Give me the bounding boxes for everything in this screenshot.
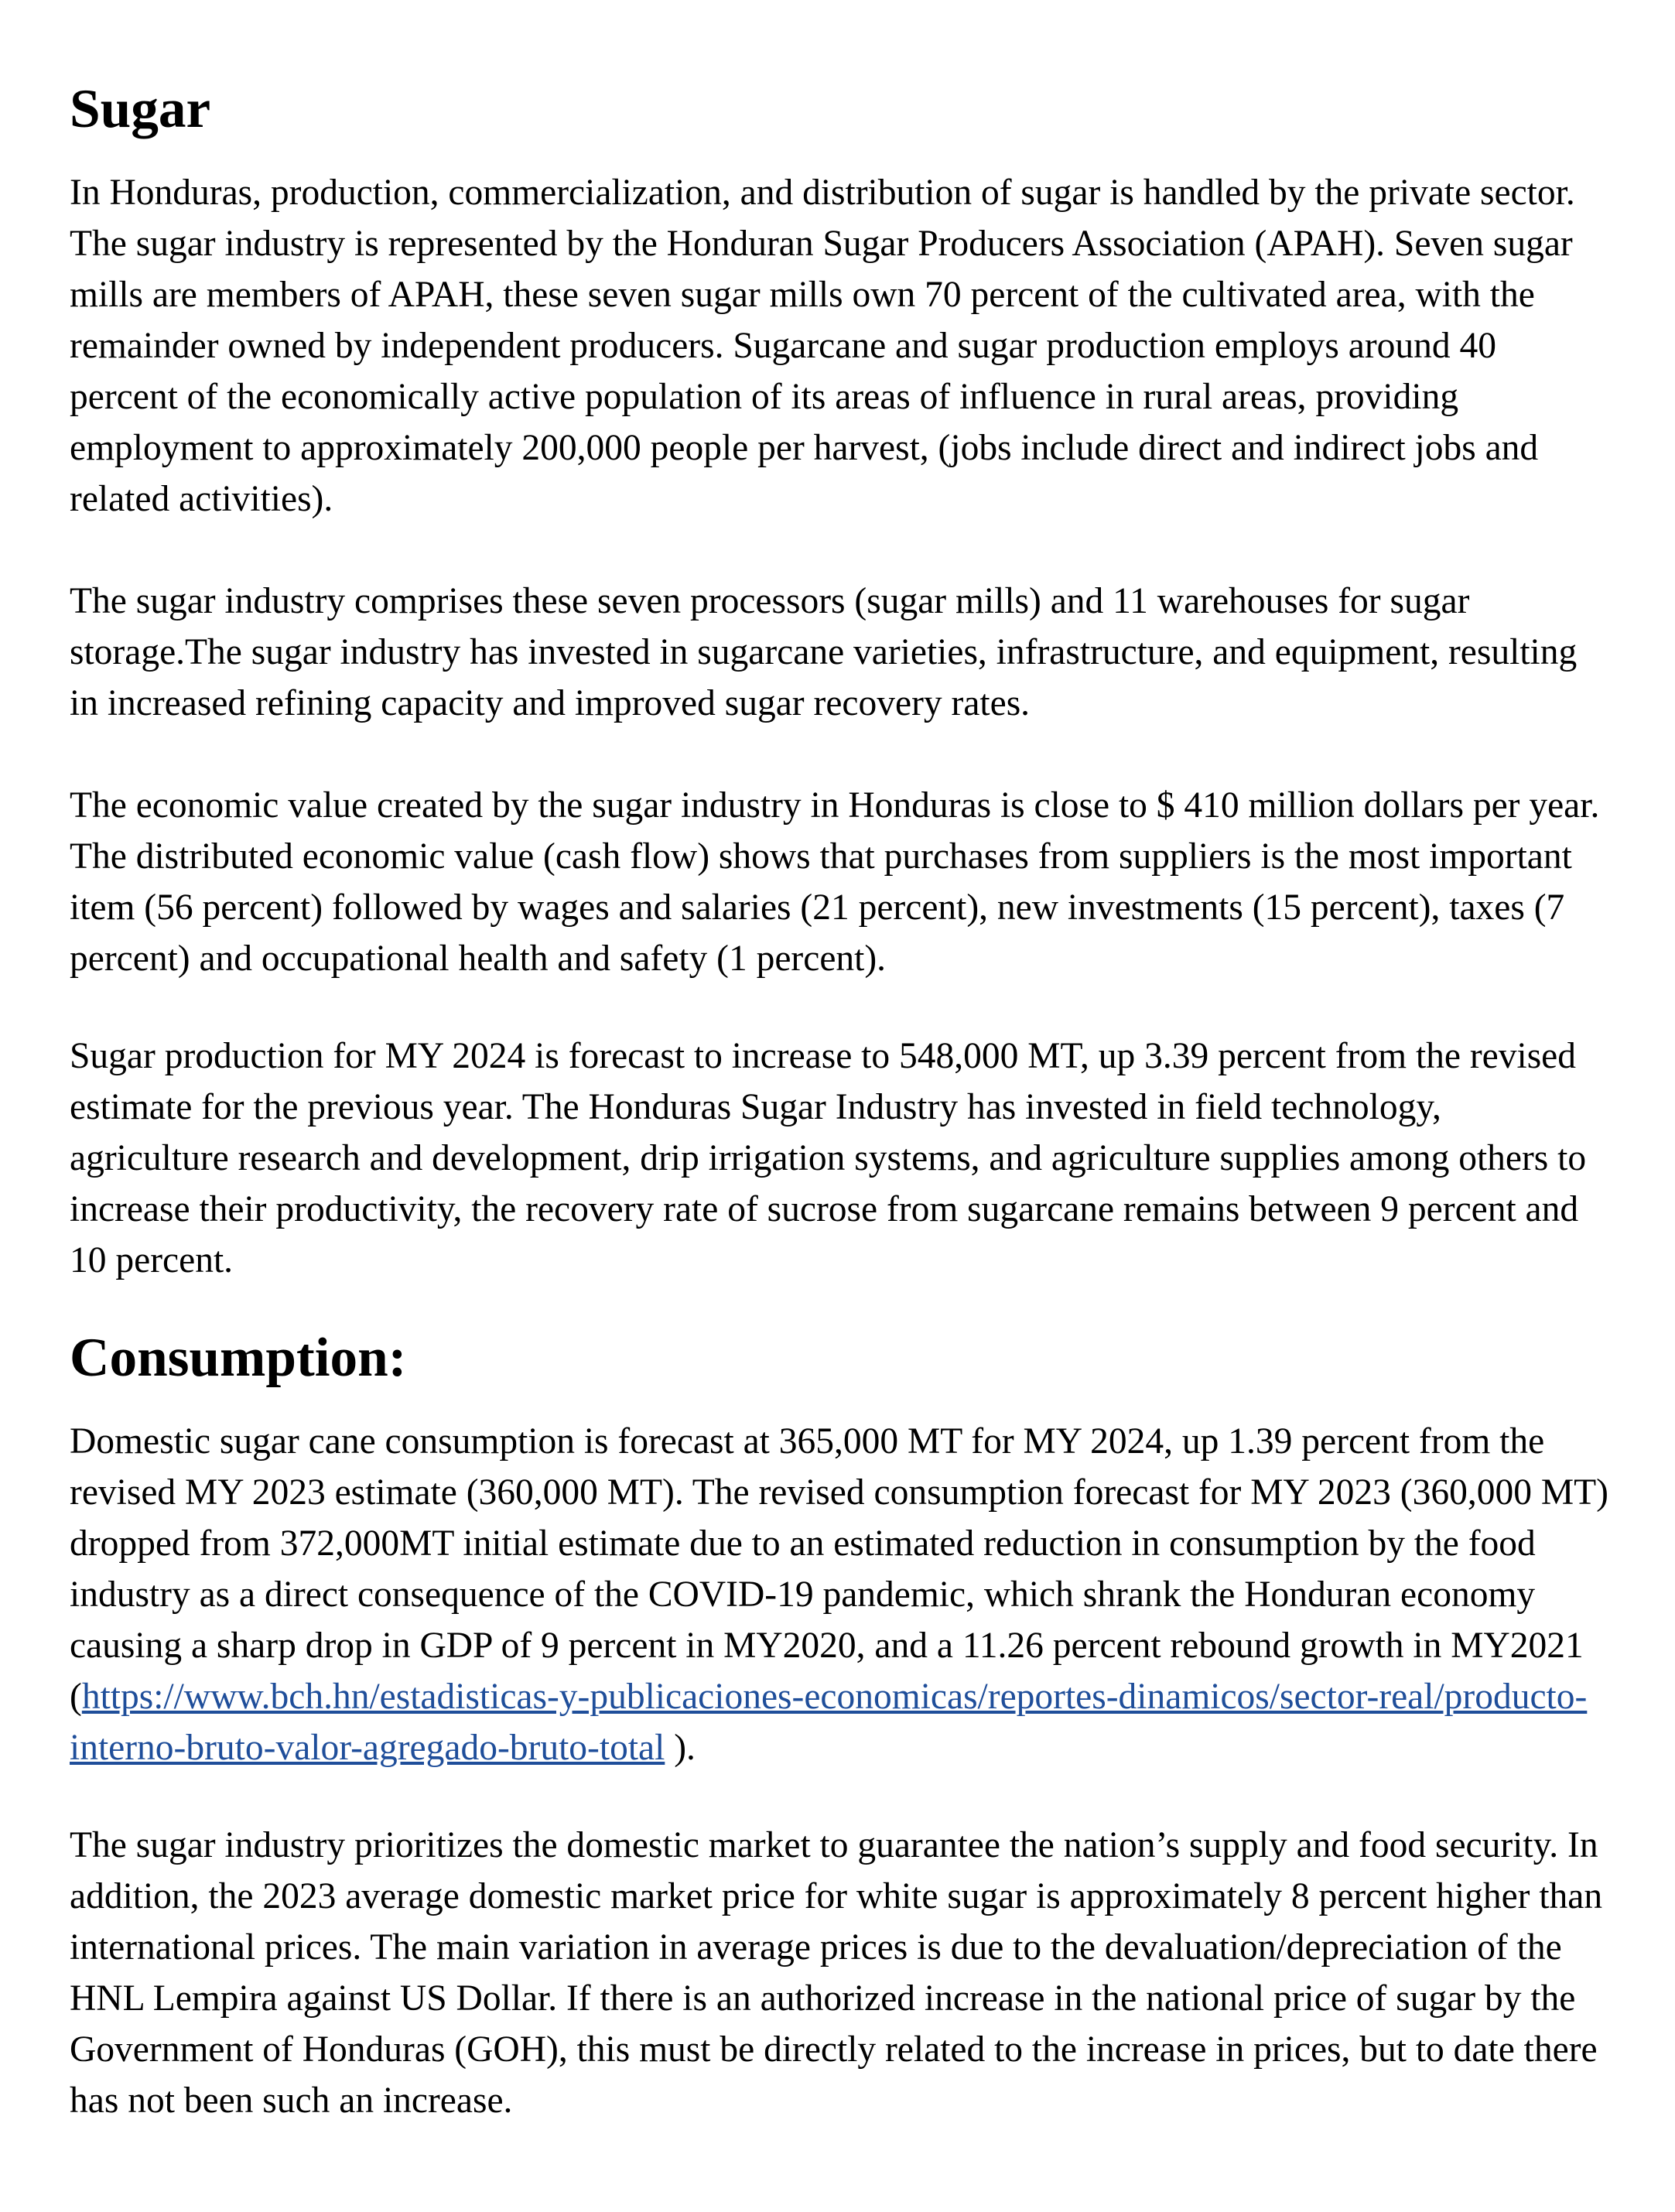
paragraph-consumption-text: Domestic sugar cane consumption is forecast at 365,000 MT for MY 2024, up 1.39 percent from the revised MY 2023 estimate (360,000 MT). The revised consumption forecast for MY 2023 (360,000 MT) dropped from 372,000MT initial estimate due to an estimated reduction in consumption by the food industry as a direct consequence of the COVID-19 pandemic, which shrank the Honduran economy causing a sharp drop in GDP of 9 percent in MY2020, and a 11.26 percent rebound growth in MY2021 ( bbox=[70, 1421, 1608, 1717]
paragraph-sugar-economic-value: The economic value created by the sugar industry in Honduras is close to $ 410 million dollars per year. The distributed economic value (cash flow) shows that purchases from suppliers is the most important item (56 percent) followed by wages and salaries (21 percent), new investments (15 percent), taxes (7 percent) and occupational health and safety (1 percent). bbox=[70, 785, 1600, 979]
paragraph-consumption-forecast bbox=[70, 1416, 1609, 1773]
spacer bbox=[70, 1383, 1609, 1416]
document-page bbox=[70, 79, 1609, 2126]
spacer bbox=[70, 1286, 1609, 1332]
paragraph-sugar-overview: In Honduras, production, commercialization, and distribution of sugar is handled by the private sector. The sugar industry is represented by the Honduran Sugar Producers Association (APAH). Seven sugar mills are members of APAH, these seven sugar mills own 70 percent of the cultivated area, with the remainder owned by independent producers. Sugarcane and sugar production employs around 40 percent of the economically active population of its areas of influence in rural areas, providing employment to approximately 200,000 people per harvest, (jobs include direct and indirect jobs and related activities). bbox=[70, 173, 1575, 519]
spacer bbox=[70, 525, 1609, 576]
spacer bbox=[70, 135, 1609, 167]
paragraph-consumption-tail: ). bbox=[665, 1728, 696, 1768]
paragraph-domestic-market-price: The sugar industry prioritizes the domestic market to guarantee the nation’s supply and food security. In addition, the 2023 average domestic market price for white sugar is approximately 8 percent higher than international prices. The main variation in average prices is due to the devaluation/depreciation of the HNL Lempira against US Dollar. If there is an authorized increase in the national price of sugar by the Government of Honduras (GOH), this must be directly related to the increase in prices, but to date there has not been such an increase. bbox=[70, 1825, 1603, 2121]
spacer bbox=[70, 729, 1609, 780]
bch-gdp-link[interactable]: https://www.bch.hn/estadisticas-y-publicaciones-economicas/reportes-dinamicos/sector-real/producto-interno-bruto-valor-agregado-bruto-total bbox=[70, 1677, 1588, 1768]
paragraph-sugar-production-forecast: Sugar production for MY 2024 is forecast to increase to 548,000 MT, up 3.39 percent from the revised estimate for the previous year. The Honduras Sugar Industry has invested in field technology, agriculture research and development, drip irrigation systems, and agriculture supplies among others to increase their productivity, the recovery rate of sucrose from sugarcane remains between 9 percent and 10 percent. bbox=[70, 1036, 1587, 1280]
spacer bbox=[70, 1773, 1609, 1820]
spacer bbox=[70, 984, 1609, 1031]
paragraph-sugar-processors: The sugar industry comprises these seven processors (sugar mills) and 11 warehouses for sugar storage.The sugar industry has invested in sugarcane varieties, infrastructure, and equipment, resulting in increased refining capacity and improved sugar recovery rates. bbox=[70, 581, 1578, 723]
section-heading-consumption: Consumption: bbox=[70, 1328, 407, 1388]
section-heading-sugar: Sugar bbox=[70, 79, 211, 139]
